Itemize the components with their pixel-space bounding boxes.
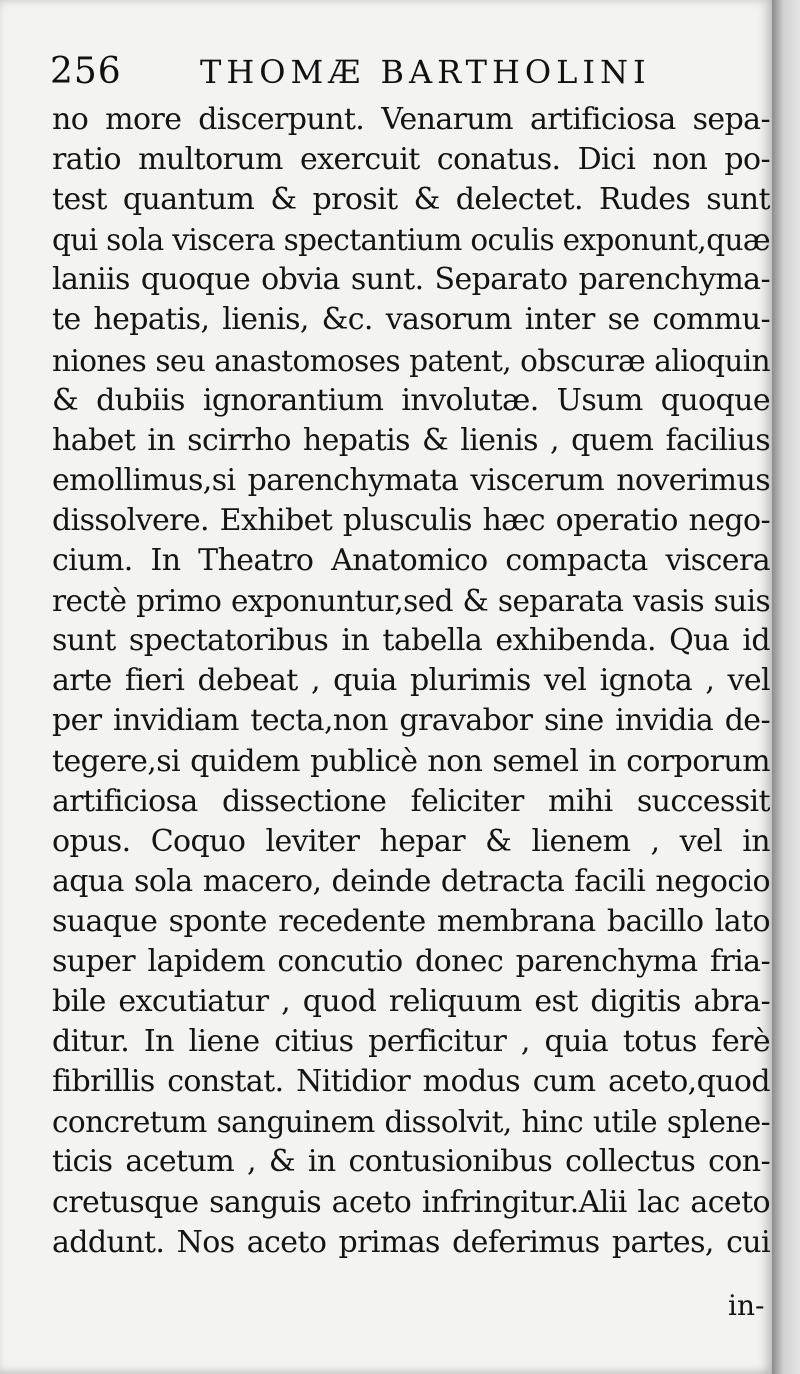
text-line: ticis acetum , & in contusionibus collectus con- [52,1144,770,1180]
text-line: super lapidem concutio donec parenchyma fria- [52,943,770,979]
text-line: laniis quoque obvia sunt. Separato parenchyma- [52,262,770,298]
text-line: qui sola viscera spectantium oculis exponunt,quæ [52,223,770,258]
text-line: tegere,si quidem publicè non semel in corporum [52,743,770,779]
body-text [52,100,770,1263]
text-line: rectè primo exponuntur,sed & separata vasis suis [52,584,770,619]
text-line: ditur. In liene citius perficitur , quia totus ferè [52,1024,770,1060]
text-line: fibrillis constat. Nitidior modus cum aceto,quod [52,1064,770,1100]
text-line: artificiosa dissectione feliciter mihi successit [52,783,770,819]
page-header [50,44,770,100]
text-line: addunt. Nos aceto primas deferimus partes, cui [52,1224,770,1260]
text-line: bile excutiatur , quod reliquum est digitis abra- [52,984,770,1020]
text-line: cretusque sanguis aceto infringitur.Alii lac aceto [52,1184,770,1220]
text-line: arte fieri debeat , quia plurimis vel ignota , vel [52,663,770,699]
text-line: cium. In Theatro Anatomico compacta viscera [52,543,770,579]
text-line: dissolvere. Exhibet plusculis hæc operatio nego- [52,502,770,538]
text-line: ratio multorum exercuit conatus. Dici non po- [52,142,770,178]
text-line: suaque sponte recedente membrana bacillo lato [52,903,770,939]
text-line: aqua sola macero, deinde detracta facili negocio [52,863,770,899]
text-line: no more discerpunt. Venarum artificiosa sepa- [52,102,770,137]
text-line: te hepatis, lienis, &c. vasorum inter se commu- [52,302,770,338]
text-line: emollimus,si parenchymata viscerum noverimus [52,462,770,498]
text-line: per invidiam tecta,non gravabor sine invidia de- [52,703,770,739]
page-edge-shadow [772,0,800,1374]
text-line: & dubiis ignorantium involutæ. Usum quoque [52,382,770,418]
text-line: test quantum & prosit & delectet. Rudes sunt [52,182,770,218]
catchword: in- [728,1289,765,1322]
page-number: 256 [50,51,122,92]
text-line: niones seu anastomoses patent, obscuræ alioquin [52,343,770,378]
text-line: habet in scirrho hepatis & lienis , quem facilius [52,422,770,458]
text-line: opus. Coquo leviter hepar & lienem , vel in [52,823,770,859]
running-head: THOMÆ BARTHOLINI [200,53,651,91]
text-line: concretum sanguinem dissolvit, hinc utile splene- [52,1105,770,1140]
text-line: sunt spectatoribus in tabella exhibenda. Qua id [52,623,770,659]
